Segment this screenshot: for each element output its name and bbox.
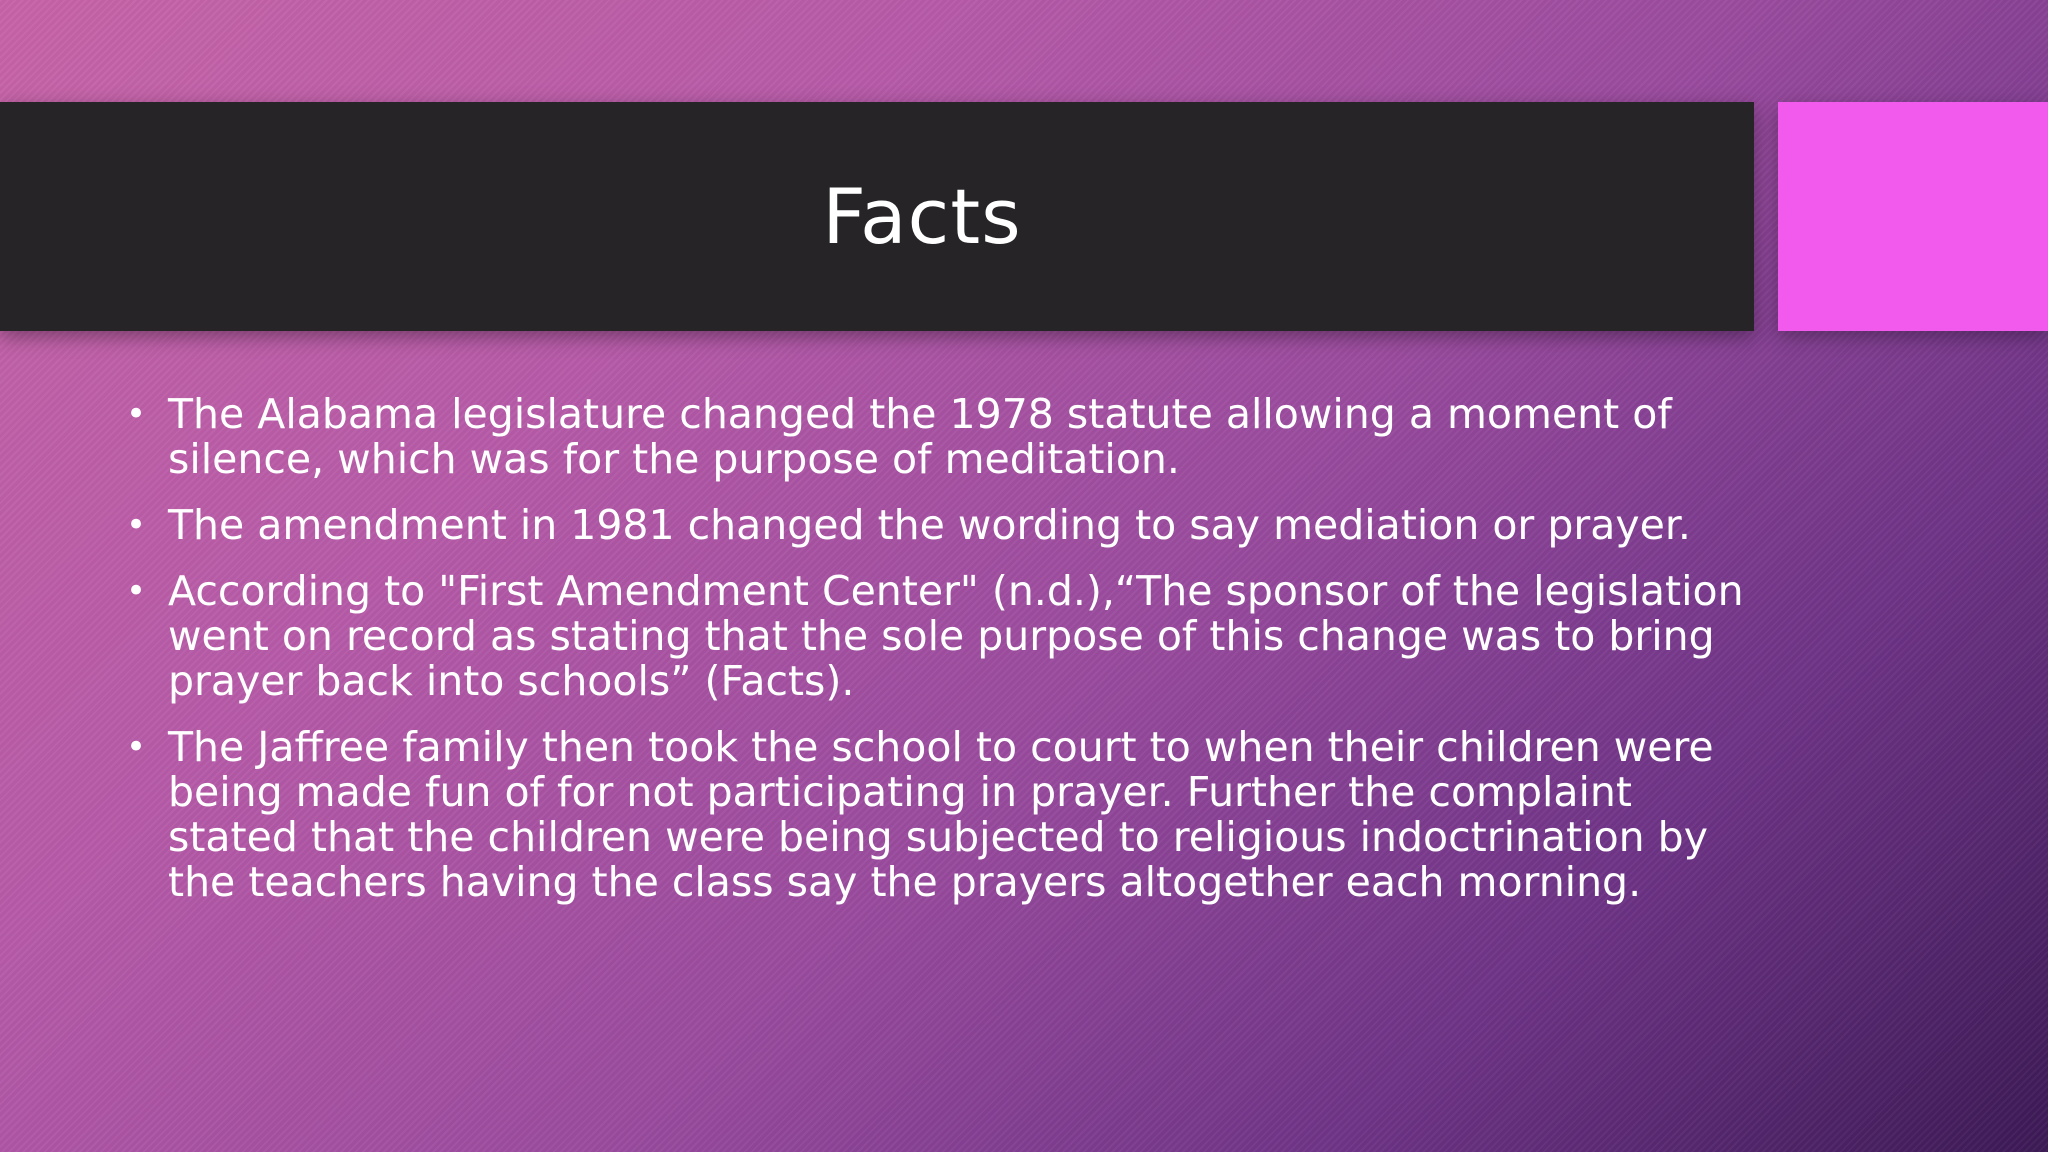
title-bar <box>0 102 1754 331</box>
bullet-icon: • <box>126 727 147 767</box>
bullet-item <box>126 392 1746 482</box>
slide-content <box>126 392 1746 926</box>
bullet-icon: • <box>126 394 147 434</box>
bullet-item <box>126 725 1746 905</box>
bullet-item <box>126 503 1746 548</box>
slide-title: Facts <box>822 172 1022 261</box>
bullet-text: The amendment in 1981 changed the wording to say mediation or prayer. <box>168 501 1691 549</box>
bullet-text: The Alabama legislature changed the 1978 statute allowing a moment of silence, which was for the purpose of meditation. <box>168 390 1672 483</box>
bullet-text: The Jaffree family then took the school to court to when their children were being made fun of for not participating in prayer. Further the complaint stated that the children were being subjected to religious indoctrination by the teachers having the class say the prayers altogether each morning. <box>168 723 1714 906</box>
bullet-list <box>126 392 1746 905</box>
bullet-item <box>126 569 1746 704</box>
bullet-icon: • <box>126 505 147 545</box>
bullet-icon: • <box>126 571 147 611</box>
accent-block <box>1778 102 2048 331</box>
bullet-text: According to "First Amendment Center" (n.d.),“The sponsor of the legislation went on record as stating that the sole purpose of this change was to bring prayer back into schools” (Facts). <box>168 567 1744 705</box>
